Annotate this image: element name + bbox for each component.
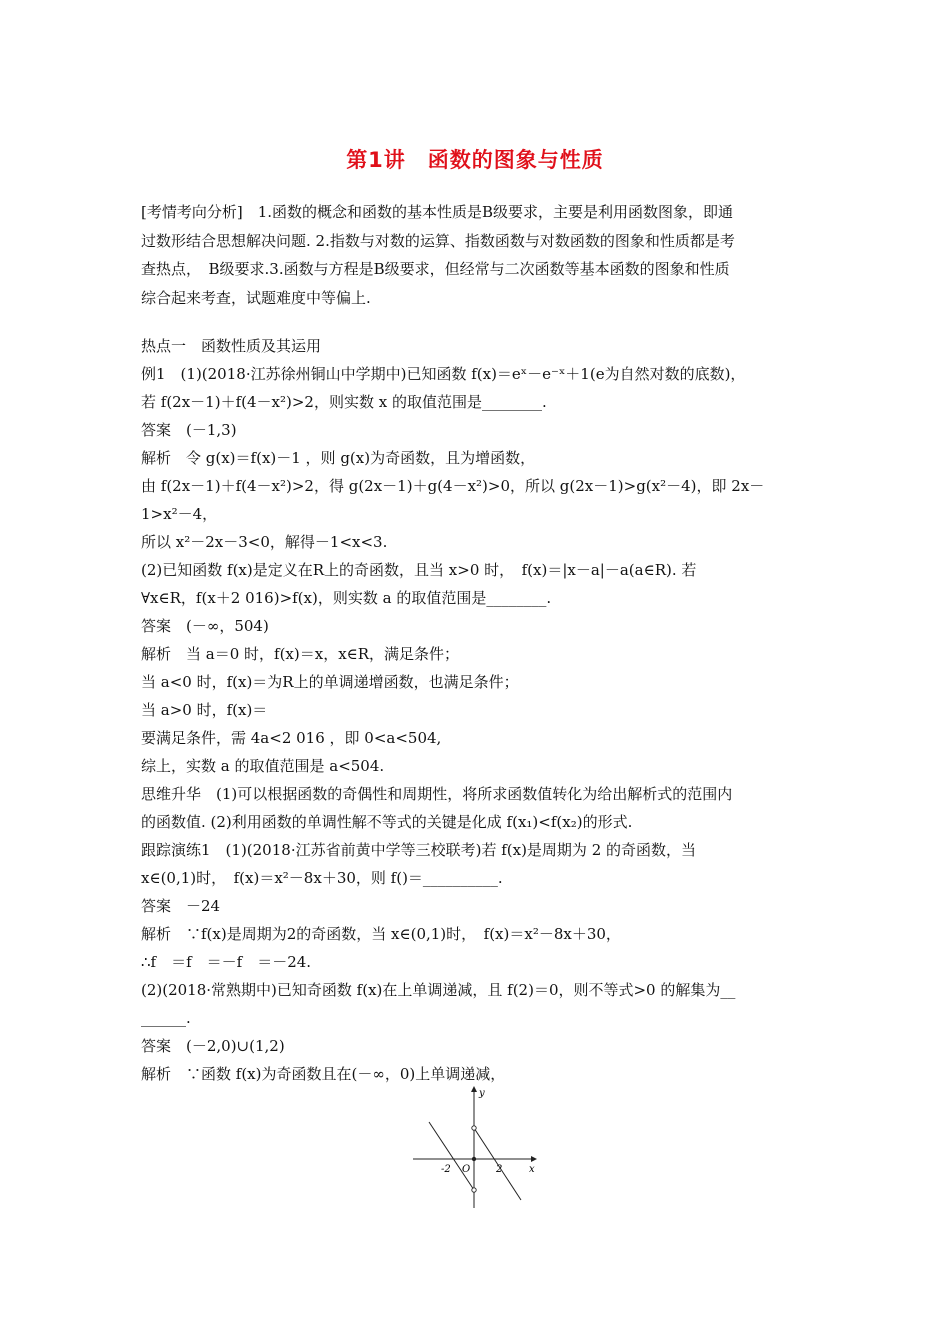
open-point-bottom: [472, 1188, 476, 1192]
y-axis-arrow: [471, 1086, 477, 1092]
tick-label-neg: -2: [441, 1164, 451, 1175]
body-line: ______.: [141, 1009, 191, 1027]
intro-line: 综合起来考查，试题难度中等偏上.: [141, 288, 371, 307]
body-line: ∴f ＝f ＝－f ＝－24.: [141, 953, 312, 971]
body-line: x∈(0,1)时， f(x)＝x²－8x＋30，则 f()＝__________.: [141, 869, 503, 887]
body-line: 综上，实数 a 的取值范围是 a<504.: [141, 757, 385, 775]
body-line: (2)已知函数 f(x)是定义在R上的奇函数，且当 x>0 时， f(x)＝|x－a|－a(a∈R). 若: [141, 561, 697, 579]
body-line: 例1 (1)(2018·江苏徐州铜山中学期中)已知函数 f(x)＝eˣ－e⁻ˣ＋1(e为自然对数的底数)，: [141, 365, 746, 383]
body-line: 答案 (－1,3): [141, 421, 237, 439]
section-heading: 热点一 函数性质及其运用: [141, 337, 322, 355]
body-line: 要满足条件，需 4a<2 016 ，即 0<a<504,: [141, 729, 442, 747]
body-line: 若 f(2x－1)＋f(4－x²)>2，则实数 x 的取值范围是________.: [141, 393, 547, 411]
body-line: 当 a<0 时，f(x)＝为R上的单调递增函数，也满足条件；: [141, 673, 519, 691]
body-line: 答案 (－2,0)∪(1,2): [141, 1037, 285, 1055]
origin-point: [472, 1157, 476, 1161]
body-line: 思维升华 (1)可以根据函数的奇偶性和周期性，将所求函数值转化为给出解析式的范围内: [141, 785, 733, 803]
body-line: 答案 (－∞，504): [141, 617, 269, 635]
body-line: 解析 当 a＝0 时，f(x)＝x，x∈R，满足条件；: [141, 645, 460, 663]
open-point-top: [472, 1126, 476, 1130]
body-line: 解析 ∵函数 f(x)为奇函数且在(－∞，0)上单调递减，: [141, 1065, 506, 1083]
page-title: 第1讲 函数的图象与性质: [346, 148, 604, 172]
tick-label-pos: 2: [496, 1164, 503, 1175]
x-axis-label: x: [529, 1164, 535, 1175]
body-line: ∀x∈R，f(x＋2 016)>f(x)，则实数 a 的取值范围是________.: [141, 589, 552, 607]
intro-line: 查热点， B级要求.3.函数与方程是B级要求，但经常与二次函数等基本函数的图象和性质: [141, 260, 730, 278]
origin-label: O: [462, 1164, 471, 1175]
body-line: 解析 ∵f(x)是周期为2的奇函数，当 x∈(0,1)时， f(x)＝x²－8x＋30，: [141, 925, 621, 943]
body-line: (2)(2018·常熟期中)已知奇函数 f(x)在上单调递减，且 f(2)＝0，则不等式>0 的解集为__: [141, 981, 736, 999]
body-line: 1>x²－4，: [141, 505, 218, 523]
function-graph-figure: [405, 1082, 545, 1212]
y-axis-label: y: [479, 1088, 485, 1099]
body-line: 所以 x²－2x－3<0，解得－1<x<3.: [141, 533, 388, 551]
body-line: 解析 令 g(x)＝f(x)－1 ，则 g(x)为奇函数，且为增函数，: [141, 449, 536, 467]
document-body: [141, 198, 813, 1088]
body-line: 跟踪演练1 (1)(2018·江苏省前黄中学等三校联考)若 f(x)是周期为 2 的奇函数，当: [141, 841, 697, 859]
body-line: 由 f(2x－1)＋f(4－x²)>2，得 g(2x－1)＋g(4－x²)>0，所以 g(2x－1)>g(x²－4)，即 2x－: [141, 477, 765, 495]
body-line: 的函数值. (2)利用函数的单调性解不等式的关键是化成 f(x₁)<f(x₂)的形式.: [141, 813, 633, 831]
body-line: 当 a>0 时，f(x)＝: [141, 701, 268, 719]
intro-section: [141, 198, 813, 312]
intro-line: [考情考向分析] 1.函数的概念和函数的基本性质是B级要求，主要是利用函数图象，即通: [141, 203, 734, 221]
x-axis-arrow: [531, 1156, 537, 1162]
graph-branch-left: [429, 1122, 474, 1190]
intro-line: 过数形结合思想解决问题. 2.指数与对数的运算、指数函数与对数函数的图象和性质都是考: [141, 231, 735, 250]
body-line: 答案 －24: [141, 897, 221, 915]
